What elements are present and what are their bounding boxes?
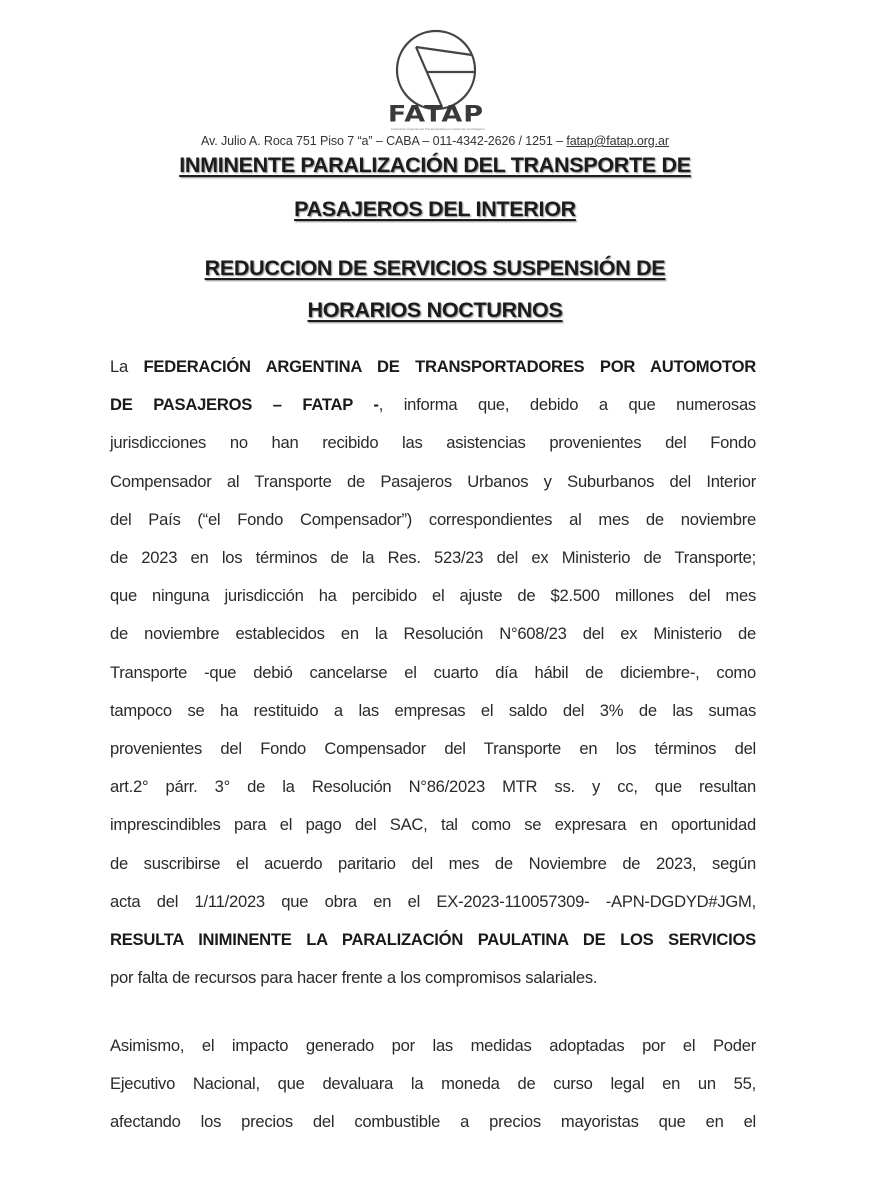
- fatap-wordmark: FATAP: [387, 101, 485, 128]
- p1-line: Transporte -que debió cancelarse el cuarto día hábil de diciembre-, como: [110, 662, 756, 682]
- p1-line: tampoco se ha restituido a las empresas el saldo del 3% de las sumas: [110, 700, 756, 720]
- address-text: Av. Julio A. Roca 751 Piso 7 “a” – CABA – 011-4342-2626 / 1251 –: [201, 134, 567, 148]
- p1-line: imprescindibles para el pago del SAC, tal como se expresara en oportunidad: [110, 815, 756, 835]
- paragraph-1: [110, 348, 756, 997]
- federation-name-cont: DE PASAJEROS – FATAP -: [110, 395, 379, 415]
- subtitle-line-2: HORARIOS NOCTURNOS: [307, 298, 563, 322]
- p1-line: de suscribirse el acuerdo paritario del mes de Noviembre de 2023, según: [110, 853, 756, 873]
- p1-line: por falta de recursos para hacer frente a los compromisos salariales.: [110, 968, 598, 988]
- p2-line: Ejecutivo Nacional, que devaluara la moneda de curso legal en un 55,: [110, 1074, 756, 1094]
- p1-line: de 2023 en los términos de la Res. 523/23 del ex Ministerio de Transporte;: [110, 548, 756, 568]
- p1-line: jurisdicciones no han recibido las asistencias provenientes del Fondo: [110, 433, 756, 453]
- p1-line: Compensador al Transporte de Pasajeros Urbanos y Suburbanos del Interior: [110, 471, 756, 491]
- letterhead-address: [0, 134, 870, 148]
- p1-line: art.2° párr. 3° de la Resolución N°86/2023 MTR ss. y cc, que resultan: [110, 777, 756, 797]
- logo-tagline: Federación Argentina de Transportadores por Automotor de Pasajeros: [391, 127, 485, 131]
- title-line-2: PASAJEROS DEL INTERIOR: [294, 197, 576, 221]
- p1-line: del País (“el Fondo Compensador”) correspondientes al mes de noviembre: [110, 509, 756, 529]
- p1-line: [110, 921, 756, 959]
- title-line-1: INMINENTE PARALIZACIÓN DEL TRANSPORTE DE: [179, 153, 691, 177]
- p1-line: provenientes del Fondo Compensador del Transporte en los términos del: [110, 739, 756, 759]
- fatap-logo-icon: [394, 28, 478, 112]
- email-link[interactable]: fatap@fatap.org.ar: [566, 134, 669, 148]
- p1-line: que ninguna jurisdicción ha percibido el ajuste de $2.500 millones del mes: [110, 586, 756, 606]
- paragraph-2: [110, 1027, 756, 1142]
- p1-line: DE PASAJEROS – FATAP -, informa que, debido a que numerosas: [110, 395, 756, 415]
- federation-name: FEDERACIÓN ARGENTINA DE TRANSPORTADORES POR AUTOMOTOR: [143, 357, 756, 376]
- p1-line: acta del 1/11/2023 que obra en el EX-2023-110057309- -APN-DGDYD#JGM,: [110, 891, 756, 911]
- p1-line: La FEDERACIÓN ARGENTINA DE TRANSPORTADORES POR AUTOMOTOR: [110, 357, 756, 376]
- p2-line: Asimismo, el impacto generado por las medidas adoptadas por el Poder: [110, 1036, 756, 1055]
- p1-line: de noviembre establecidos en la Resolución N°608/23 del ex Ministerio de: [110, 624, 756, 644]
- subtitle-line-1: REDUCCION DE SERVICIOS SUSPENSIÓN DE: [204, 256, 666, 280]
- p2-line: afectando los precios del combustible a precios mayoristas que en el: [110, 1112, 756, 1132]
- paralysis-warning: RESULTA INIMINENTE LA PARALIZACIÓN PAULATINA DE LOS SERVICIOS: [110, 930, 756, 950]
- fatap-circle-f-logo: [394, 28, 478, 112]
